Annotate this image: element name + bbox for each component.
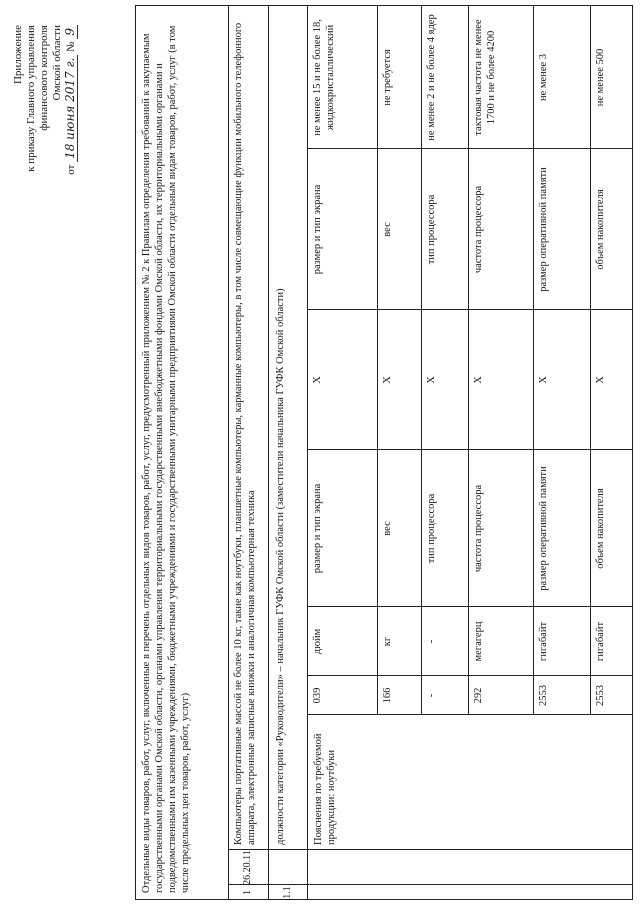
row-1-number: 1 xyxy=(242,889,253,896)
intro-paragraph: Отдельные виды товаров, работ, услуг, включенные в перечень отдельных видов товаров, работ, услуг, предусмотренный приложением № 2 к Правилам определения требований к закупаемым государственными органами Омской области, органами управления территориальными государственными внебюджетными фондами Омской области, их территориальными органами и подведомственными им казенными учреждениями, бюджетными учреждениями и государственными унитарными предприятиями Омской области отдельным видам товаров, работ, услуг (в том числе предельных цен товаров, работ, услуг) xyxy=(141,25,191,893)
cell-okei: 2553 xyxy=(538,685,549,706)
category-text: должности категории «Руководители» – начальник ГУФК Омской области (заместители начальника ГУФК Омской области) xyxy=(275,288,286,845)
cell-okei: 2553 xyxy=(595,685,606,706)
handwritten-date: 18 июня 2017 г. xyxy=(63,55,78,162)
cell-unit: кг xyxy=(382,636,393,647)
row-1-code: 26.20.11 xyxy=(242,850,253,885)
cell-char: размер оперативной памяти xyxy=(538,466,549,591)
cell-unit: гигабайт xyxy=(595,621,606,662)
cell-req: не требуется xyxy=(382,49,393,106)
number-label: № xyxy=(65,41,77,52)
cell-unit: мегагерц xyxy=(473,621,484,662)
cell-okei: 166 xyxy=(382,687,393,704)
cell-char2: размер и тип экрана xyxy=(312,184,323,275)
cell-okei: 039 xyxy=(312,687,323,704)
cell-char: вес xyxy=(382,521,393,536)
cell-char: объем накопителя xyxy=(595,488,606,569)
cell-val: X xyxy=(426,376,437,384)
cell-char: тип процессора xyxy=(426,493,437,564)
cell-req: не менее 500 xyxy=(595,48,606,107)
header-line-4: Омской области xyxy=(51,25,63,101)
cell-val: X xyxy=(473,376,484,384)
header-line-1: Приложение xyxy=(12,25,24,85)
cell-char: частота процессора xyxy=(473,484,484,573)
row-1-description: Компьютеры портативные массой не более 10 кг, такие как ноутбуки, планшетные компьютеры, карманные компьютеры, в том числе совмещающие функции мобильного телефонного аппарата, электронные записные книжки и аналогичная компьютерная техника xyxy=(233,22,257,845)
header-line-3: финансового контроля xyxy=(38,25,50,131)
cell-unit: дюйм xyxy=(312,628,323,655)
cell-val: X xyxy=(312,376,323,384)
cell-unit: - xyxy=(426,639,437,644)
cell-char2: размер оперативной памяти xyxy=(538,167,549,292)
cell-char: размер и тип экрана xyxy=(312,483,323,574)
explanation-cell: Пояснения по требуемой продукции: ноутбуки xyxy=(313,733,337,845)
cell-req: не менее 3 xyxy=(538,53,549,102)
cell-req: не менее 2 и не более 4 ядер xyxy=(426,14,437,141)
cell-req: тактовая частота не менее 1700 и не более 4200 xyxy=(473,19,497,136)
handwritten-number: 9 xyxy=(63,25,78,39)
header-line-2: к приказу Главного управления xyxy=(25,25,37,172)
cell-char2: тип процессора xyxy=(426,194,437,265)
cell-val: X xyxy=(538,376,549,384)
cell-req: не менее 15 и не более 18, жидкокристаллический xyxy=(312,19,336,136)
cell-okei: 292 xyxy=(473,687,484,704)
appendix-header xyxy=(12,25,78,265)
cell-val: X xyxy=(595,376,606,384)
cell-char2: объем накопителя xyxy=(595,189,606,270)
cell-unit: гигабайт xyxy=(538,621,549,662)
row-1-1-number: 1.1 xyxy=(282,886,293,899)
date-prefix: от xyxy=(65,164,77,175)
cell-val: X xyxy=(382,376,393,384)
cell-char2: частота процессора xyxy=(473,185,484,274)
cell-char2: вес xyxy=(382,222,393,237)
cell-okei: - xyxy=(426,693,437,698)
header-date-line xyxy=(64,25,78,265)
